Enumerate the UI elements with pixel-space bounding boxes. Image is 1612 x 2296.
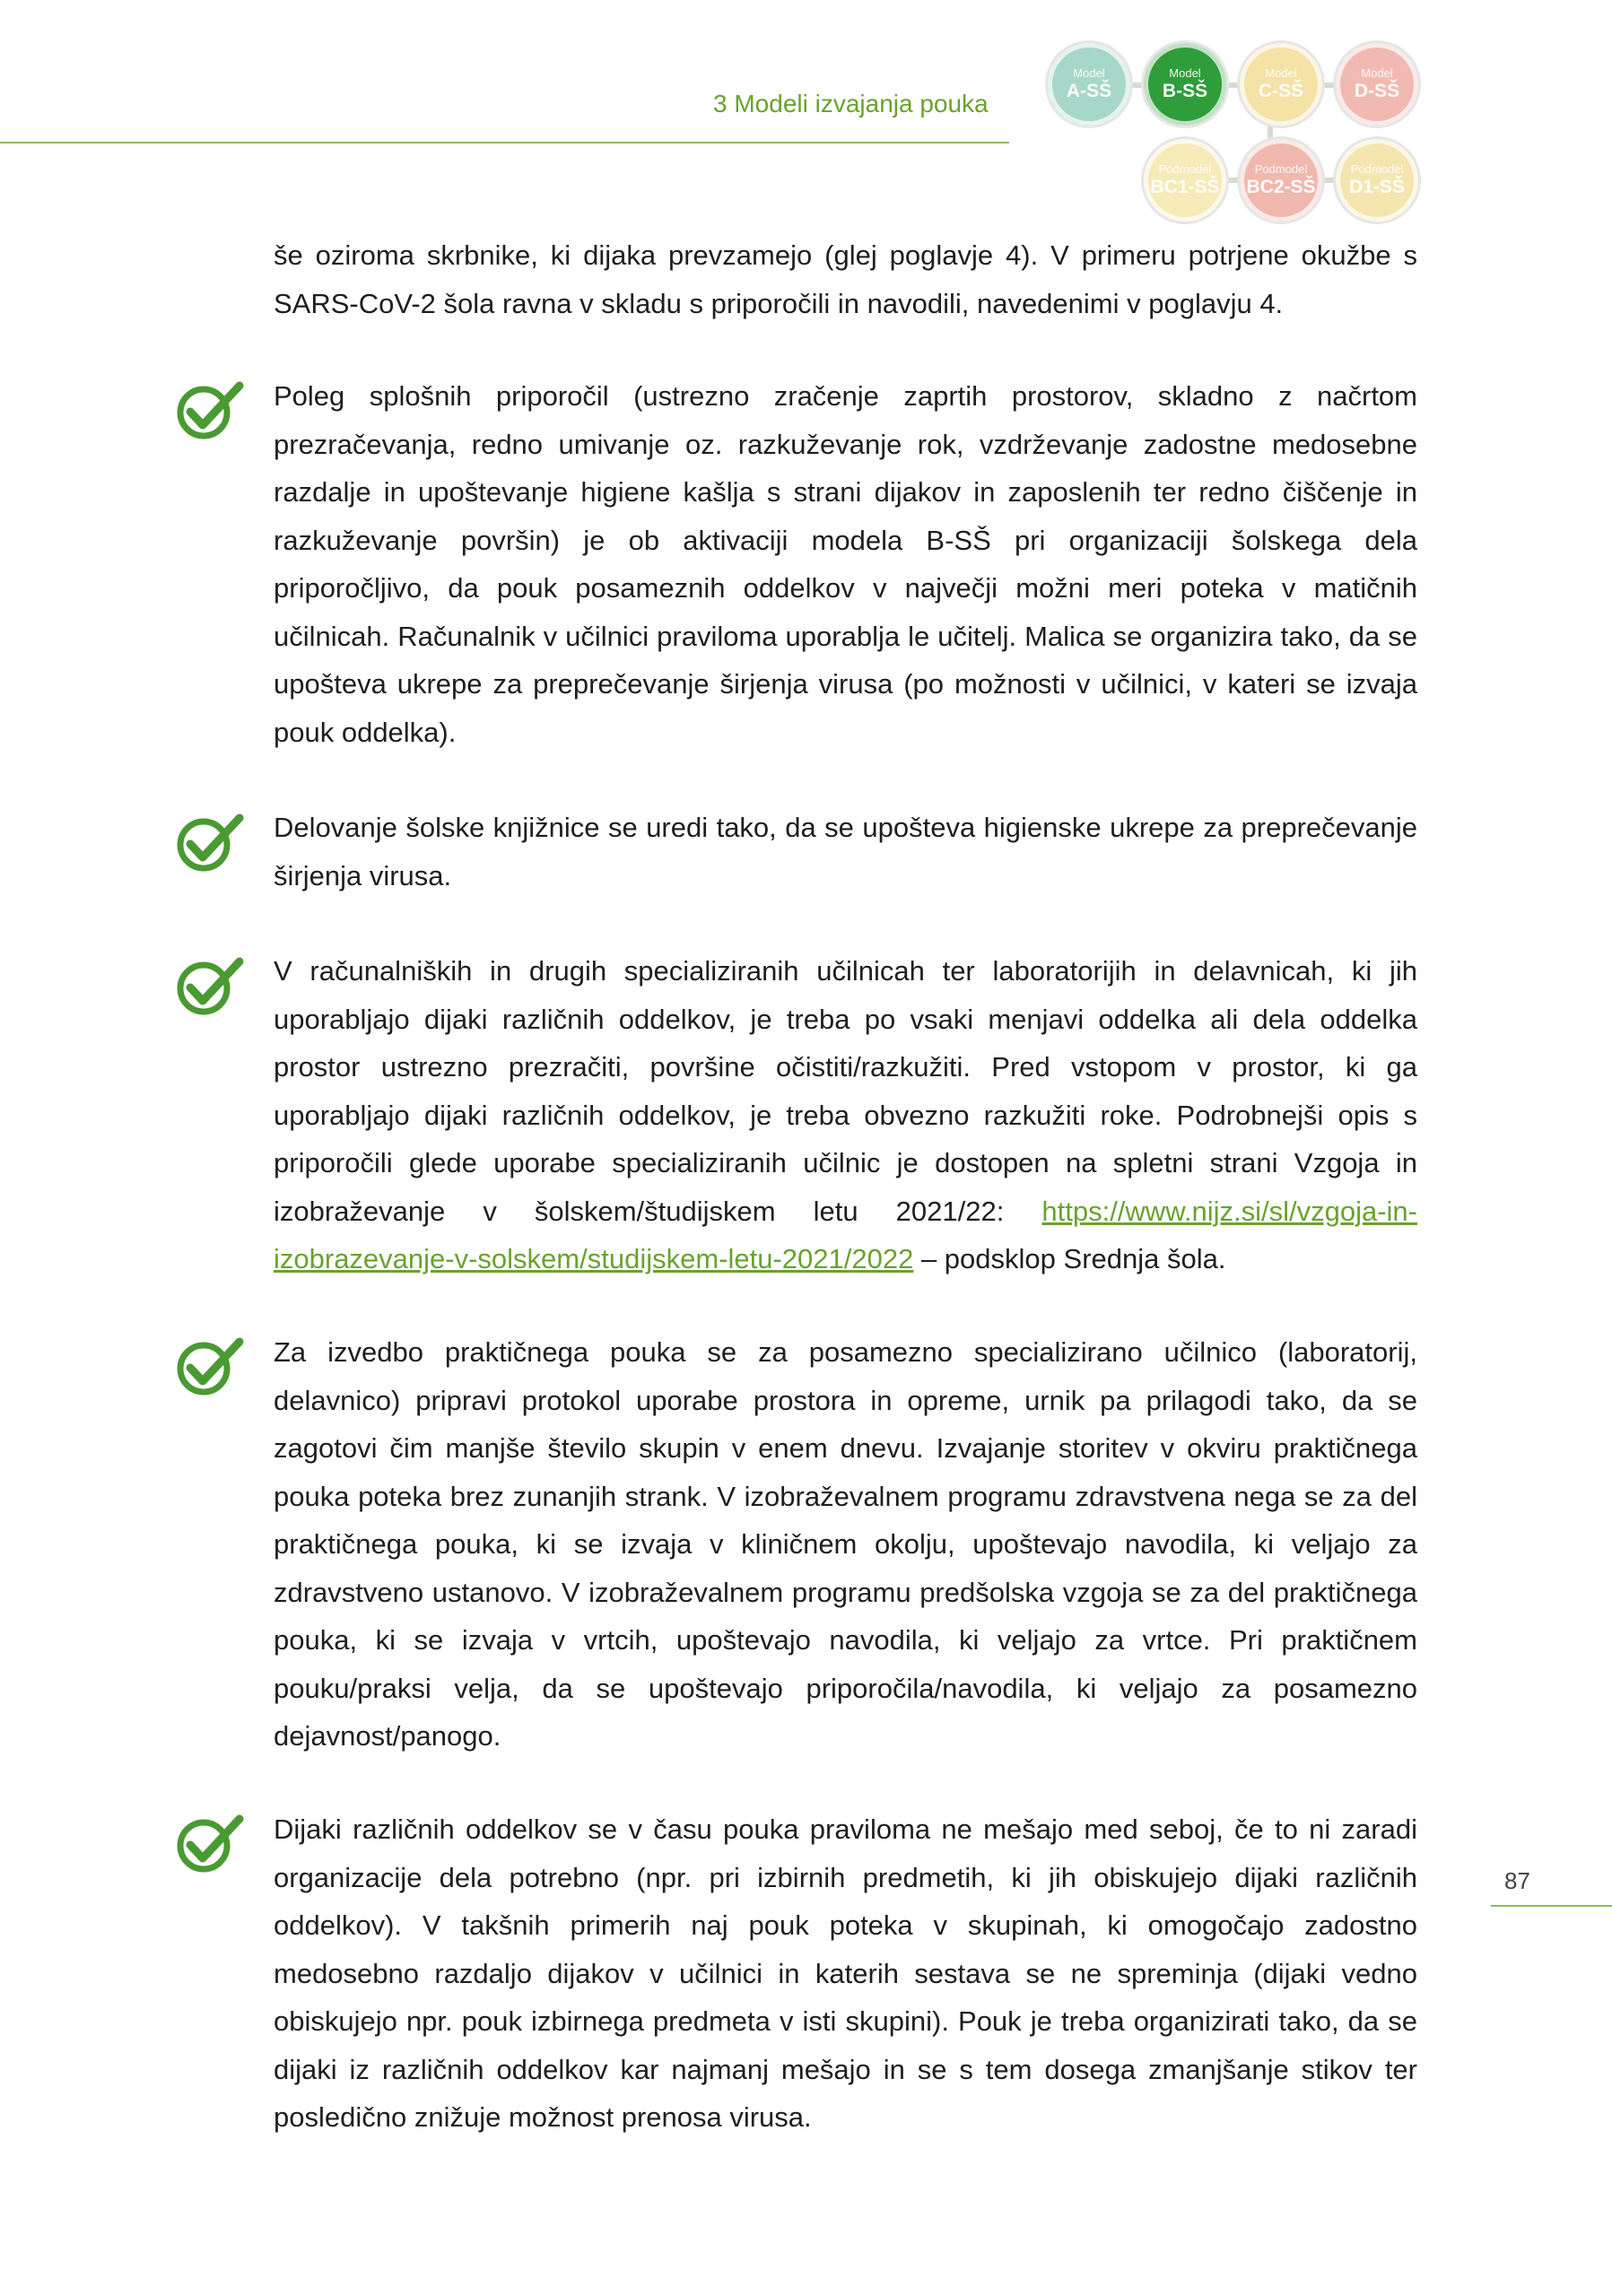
paragraph: [274, 231, 1417, 327]
model-b-ss-circle: [1144, 43, 1226, 126]
model-code: BC1-SŠ: [1150, 176, 1220, 197]
page-number-divider: [1491, 1905, 1612, 1907]
submodel-bc1-ss-circle: [1144, 139, 1226, 222]
checkmark-icon: [175, 1336, 245, 1397]
paragraph: [274, 372, 1417, 756]
model-indicator: [1048, 43, 1425, 222]
page-number: 87: [1504, 1867, 1530, 1894]
paragraph: [274, 947, 1417, 1283]
model-c-ss-circle: [1240, 43, 1322, 126]
model-label: Model: [1169, 66, 1201, 81]
paragraph-text: Za izvedbo praktičnega pouka se za posamezno specializirano učilnico (laboratorij, delavnico) pripravi protokol uporabe prostora in opreme, urnik pa prilagodi tako, da se zagotovi čim manjše število skupin v enem dnevu. Izvajanje storitev v okviru praktičnega pouka poteka brez zunanjih strank. V izobraževalnem programu zdravstvena nega se za del praktičnega pouka, ki se izvaja v kliničnem okolju, upoštevajo navodila, ki veljajo za zdravstveno ustanovo. V izobraževalnem programu predšolska vzgoja se za del praktičnega pouka, ki se izvaja v vrtcih, upoštevajo navodila, ki veljajo za vrtce. Pri praktičnem pouku/praksi velja, da se upoštevajo priporočila/navodila, ki veljajo za posamezno dejavnost/panogo.: [274, 1336, 1417, 1752]
paragraph-text: Poleg splošnih priporočil (ustrezno zračenje zaprtih prostorov, skladno z načrtom prezračevanja, redno umivanje oz. razkuževanje rok, vzdrževanje zadostne medosebne razdalje in upoštevanje higiene kašlja s strani dijakov in zaposlenih ter redno čiščenje in razkuževanje površin) je ob aktivaciji modela B-SŠ pri organizaciji šolskega dela priporočljivo, da pouk posameznih oddelkov v največji možni meri poteka v matičnih učilnicah. Računalnik v učilnici praviloma uporablja le učitelj. Malica se organizira tako, da se upošteva ukrepe za preprečevanje širjenja virusa (po možnosti v učilnici, v kateri se izvaja pouk oddelka).: [274, 380, 1417, 748]
paragraph: [274, 1328, 1417, 1761]
model-label: Model: [1265, 66, 1297, 81]
paragraph: [274, 804, 1417, 900]
header-divider: [0, 142, 1009, 144]
checkmark-icon: [175, 1813, 245, 1874]
model-d-ss-circle: [1336, 43, 1418, 126]
model-label: Podmodel: [1350, 162, 1404, 177]
checkmark-icon: [175, 956, 245, 1017]
model-a-ss-circle: [1048, 43, 1130, 126]
model-code: BC2-SŠ: [1246, 176, 1316, 197]
model-label: Podmodel: [1254, 162, 1308, 177]
model-code: C-SŠ: [1258, 80, 1304, 101]
paragraph-text: – podsklop Srednja šola.: [913, 1243, 1226, 1274]
submodel-d1-ss-circle: [1336, 139, 1418, 222]
paragraph-text: V računalniških in drugih specializiranih učilnicah ter laboratorijih in delavnicah, ki jih uporabljajo dijaki različnih oddelkov, je treba po vsaki menjavi oddelka ali dela oddelka prostor ustrezno prezračiti, površine očistiti/razkužiti. Pred vstopom v prostor, ki ga uporabljajo dijaki različnih oddelkov, je treba obvezno razkužiti roke. Podrobnejši opis s priporočili glede uporabe specializiranih učilnic je dostopen na spletni strani Vzgoja in izobraževanje v šolskem/študijskem letu 2021/22:: [274, 955, 1417, 1227]
model-label: Podmodel: [1158, 162, 1212, 177]
checkmark-icon: [175, 380, 245, 441]
paragraph-text: Dijaki različnih oddelkov se v času pouka praviloma ne mešajo med seboj, če to ni zaradi organizacije dela potrebno (npr. pri izbirnih predmetih, ki jih obiskujejo dijaki različnih oddelkov). V takšnih primerih naj pouk poteka v skupinah, ki omogočajo zadostno medosebno razdaljo dijakov v učilnici in katerih sestava se ne spreminja (dijaki vedno obiskujejo npr. pouk izbirnega predmeta v isti skupini). Pouk je treba organizirati tako, da se dijaki iz različnih oddelkov kar najmanj mešajo in se s tem dosega zmanjšanje stikov ter posledično znižuje možnost prenosa virusa.: [274, 1813, 1417, 2133]
model-label: Model: [1361, 66, 1393, 81]
paragraph-text: Delovanje šolske knjižnice se uredi tako, da se upošteva higienske ukrepe za preprečevanje širjenja virusa.: [274, 812, 1417, 891]
model-code: D1-SŠ: [1349, 176, 1405, 197]
checkmark-icon: [175, 813, 245, 874]
model-code: D-SŠ: [1354, 80, 1400, 101]
chapter-header-title: 3 Modeli izvajanja pouka: [713, 90, 989, 117]
model-code: B-SŠ: [1162, 80, 1208, 101]
submodel-bc2-ss-circle: [1240, 139, 1322, 222]
nijz-link[interactable]: https://www.nijz.si/sl/vzgoja-in-izobrazevanje-v-solskem/studijskem-letu-2021/2022: [274, 1195, 1417, 1274]
paragraph: [274, 1805, 1417, 2142]
model-code: A-SŠ: [1066, 80, 1112, 101]
paragraph-text: še oziroma skrbnike, ki dijaka prevzamejo (glej poglavje 4). V primeru potrjene okužbe s SARS-CoV-2 šola ravna v skladu s priporočili in navodili, navedenimi v poglavju 4.: [274, 239, 1417, 319]
model-label: Model: [1073, 66, 1105, 81]
